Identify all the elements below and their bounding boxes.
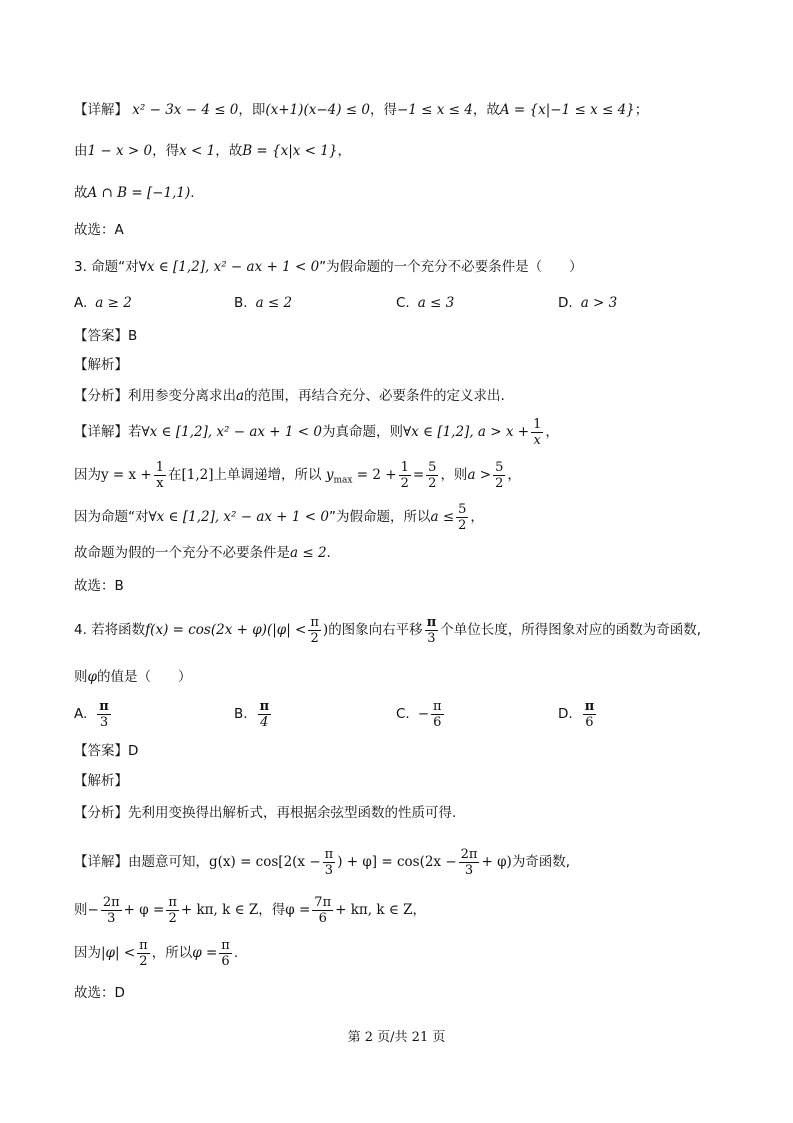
q4-detail-3: 因为|φ| < $\frac{\pi}{2}$ ，所以φ = $\frac{\pi}{6}$ . [74, 937, 239, 969]
q3-analysis: 【分析】利用参变分离求出a的范围，再结合充分、必要条件的定义求出. [74, 388, 505, 404]
q4-stem-2: 则φ的值是（ ） [74, 669, 192, 685]
q4-option-c: C. − $\frac{\pi}{6}$ [396, 698, 442, 730]
fraction: $\frac{\pi}{6}$ [584, 698, 595, 730]
q4-analysis: 【分析】先利用变换得出解析式，再根据余弦型函数的性质可得. [74, 805, 457, 821]
fraction: $\frac{5}{2}$ [458, 501, 467, 533]
fraction: $\frac{5}{2}$ [495, 459, 504, 491]
fraction: $\frac{\pi}{2}$ [310, 614, 319, 646]
page-footer: 第 2 页/共 21 页 [347, 1030, 446, 1045]
q3-option-a: A. a ≥ 2 [74, 295, 132, 311]
fraction: $\frac{7\pi}{6}$ [314, 894, 332, 926]
q4-analysis-label: 【解析】 [74, 773, 128, 789]
q4-choose: 故选：D [74, 985, 125, 1001]
q3-option-c: C. a ≤ 3 [396, 295, 455, 311]
q3-answer: 【答案】B [74, 328, 138, 344]
fraction: $\frac{2\pi}{3}$ [102, 894, 120, 926]
fraction: $\frac{1}{2}$ [400, 459, 409, 491]
prev-detail-line-2: 由1 − x > 0，得x < 1，故B = {x|x < 1}， [74, 143, 351, 159]
prev-detail-line-3: 故A ∩ B = [−1,1). [74, 185, 195, 201]
q3-option-b: B. a ≤ 2 [234, 295, 293, 311]
q4-number: 4. [74, 622, 87, 638]
fraction: $\frac{\pi}{3}$ [426, 614, 437, 646]
detail-label: 【详解】 [74, 102, 128, 118]
fraction: $\frac{5}{2}$ [428, 459, 437, 491]
fraction: $\frac{\pi}{4}$ [259, 698, 270, 730]
q4-stem-1: 4. 若将函数f(x) = cos(2x + φ)(|φ| < $\frac{\pi}{2}$ )的图象向右平移 $\frac{\pi}{3}$ 个单位长度，所得图象对应的函数为奇函数, [74, 614, 701, 646]
fraction: $\frac{\pi}{3}$ [99, 698, 109, 730]
q3-number: 3. [74, 259, 87, 275]
q3-detail-1: 【详解】若∀x ∈ [1,2], x² − ax + 1 < 0为真命题，则∀x ∈ [1,2], a > x + $\frac{1}{x}$ ， [74, 416, 559, 448]
q3-detail-4: 故命题为假的一个充分不必要条件是a ≤ 2. [74, 545, 331, 561]
fraction: $\frac{\pi}{2}$ [168, 894, 177, 926]
fraction: $\frac{\pi}{6}$ [433, 698, 442, 730]
fraction: $\frac{\pi}{6}$ [221, 937, 230, 969]
q3-stem: 3. 命题“对∀x ∈ [1,2], x² − ax + 1 < 0”为假命题的一个充分不必要条件是（ ） [74, 259, 583, 275]
q4-option-a: A. $\frac{\pi}{3}$ [74, 698, 109, 730]
q3-choose: 故选：B [74, 578, 124, 594]
prev-detail-line-1: 【详解】 x² − 3x − 4 ≤ 0，即(x+1)(x−4) ≤ 0，得−1 ≤ x ≤ 4，故A = {x|−1 ≤ x ≤ 4}； [74, 102, 649, 118]
fraction: $\frac{\pi}{2}$ [139, 937, 148, 969]
q4-detail-2: 则− $\frac{2\pi}{3}$ + φ = $\frac{\pi}{2}$ + kπ, k ∈ Z，得φ = $\frac{7\pi}{6}$ + kπ, k ∈ Z， [74, 894, 426, 926]
q3-detail-3: 因为命题“对∀x ∈ [1,2], x² − ax + 1 < 0”为假命题，所以a ≤ $\frac{5}{2}$ ， [74, 501, 484, 533]
q4-option-b: B. $\frac{\pi}{4}$ [234, 698, 270, 730]
q3-analysis-label: 【解析】 [74, 357, 128, 373]
q4-detail-1: 【详解】由题意可知，g(x) = cos[2(x − $\frac{\pi}{3}$ ) + φ] = cos(2x − $\frac{2\pi}{3}$ + φ)为奇函数, [74, 846, 571, 878]
q3-option-d: D. a > 3 [558, 295, 618, 311]
prev-choose: 故选：A [74, 222, 124, 238]
fraction: $\frac{2\pi}{3}$ [460, 846, 478, 878]
q4-answer: 【答案】D [74, 743, 139, 759]
fraction: $\frac{\pi}{3}$ [324, 846, 334, 878]
q4-option-d: D. $\frac{\pi}{6}$ [558, 698, 595, 730]
q3-detail-2: 因为y = x + $\frac{1}{x}$ 在[1,2]上单调递增，所以 $y_{max} = 2$ + $\frac{1}{2}$ = $\frac{5}{2}$ ，则a > $\frac{5}{2}$ ， [74, 459, 521, 491]
fraction: $\frac{1}{x}$ [155, 459, 165, 491]
fraction: $\frac{1}{x}$ [533, 416, 542, 448]
